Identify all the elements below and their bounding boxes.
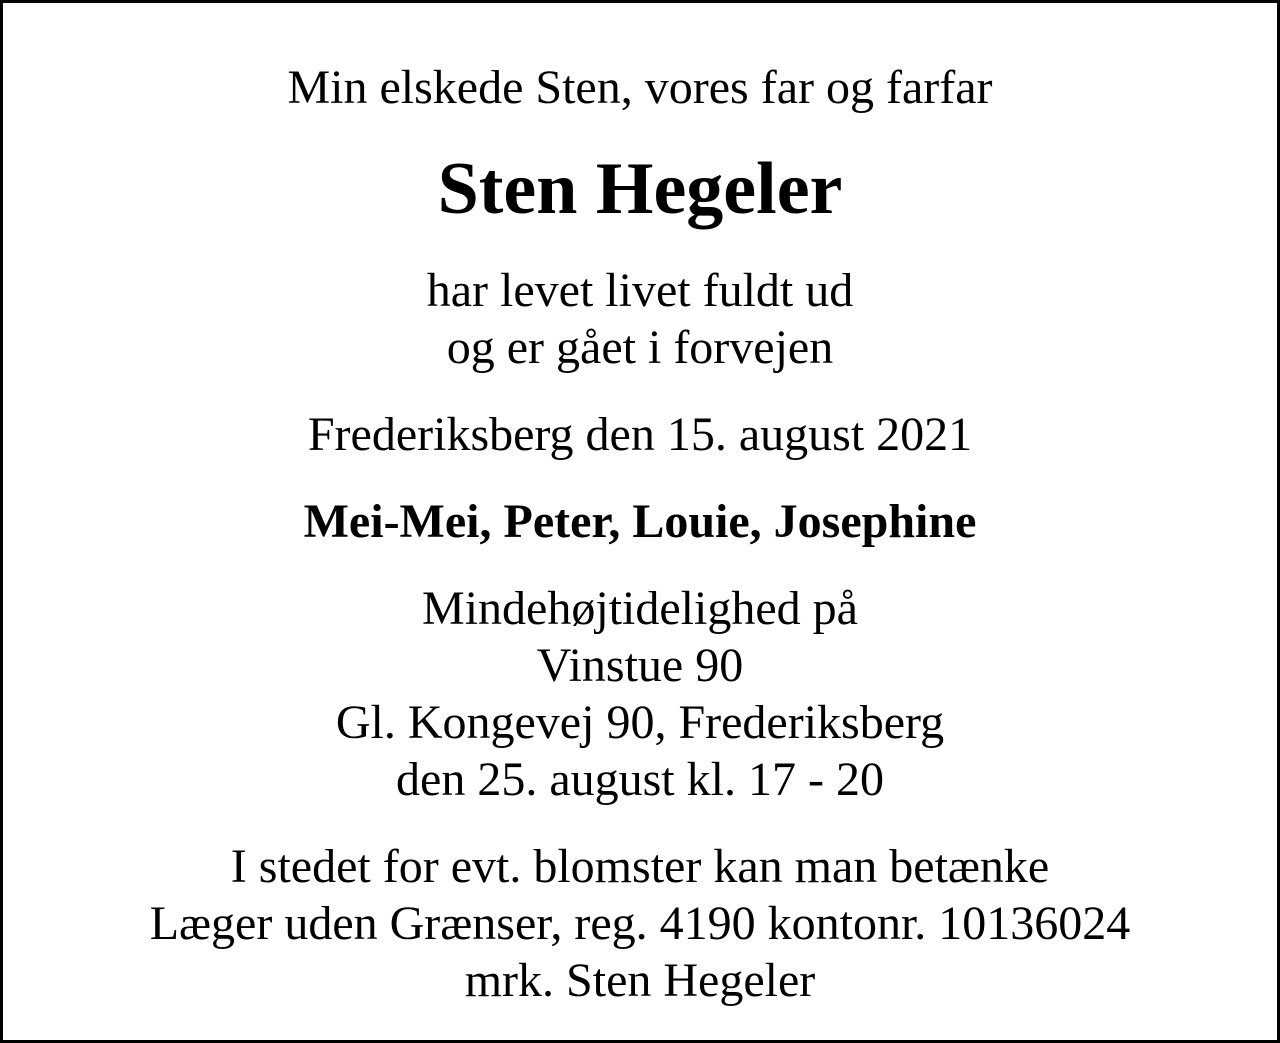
memorial-line-3: Gl. Kongevej 90, Frederiksberg (335, 696, 945, 749)
memorial-details (3, 580, 1277, 808)
verse-line-1: har levet livet fuldt ud (426, 264, 854, 317)
memorial-line-2: Vinstue 90 (536, 639, 744, 692)
memorial-line-4: den 25. august kl. 17 - 20 (396, 753, 884, 806)
intro-line: Min elskede Sten, vores far og farfar (287, 61, 993, 114)
verse-paragraph (3, 262, 1277, 376)
donation-line-1: I stedet for evt. blomster kan man betænke (230, 840, 1050, 893)
dateline: Frederiksberg den 15. august 2021 (307, 408, 973, 461)
deceased-name: Sten Hegeler (437, 148, 843, 230)
donation-line-3: mrk. Sten Hegeler (464, 954, 816, 1007)
donation-line-2: Læger uden Grænser, reg. 4190 kontonr. 10136024 (149, 897, 1131, 950)
relatives-line: Mei-Mei, Peter, Louie, Josephine (303, 495, 977, 548)
verse-line-2: og er gået i forvejen (446, 321, 834, 374)
donation-details (3, 838, 1277, 1009)
memorial-line-1: Mindehøjtidelighed på (422, 582, 858, 635)
